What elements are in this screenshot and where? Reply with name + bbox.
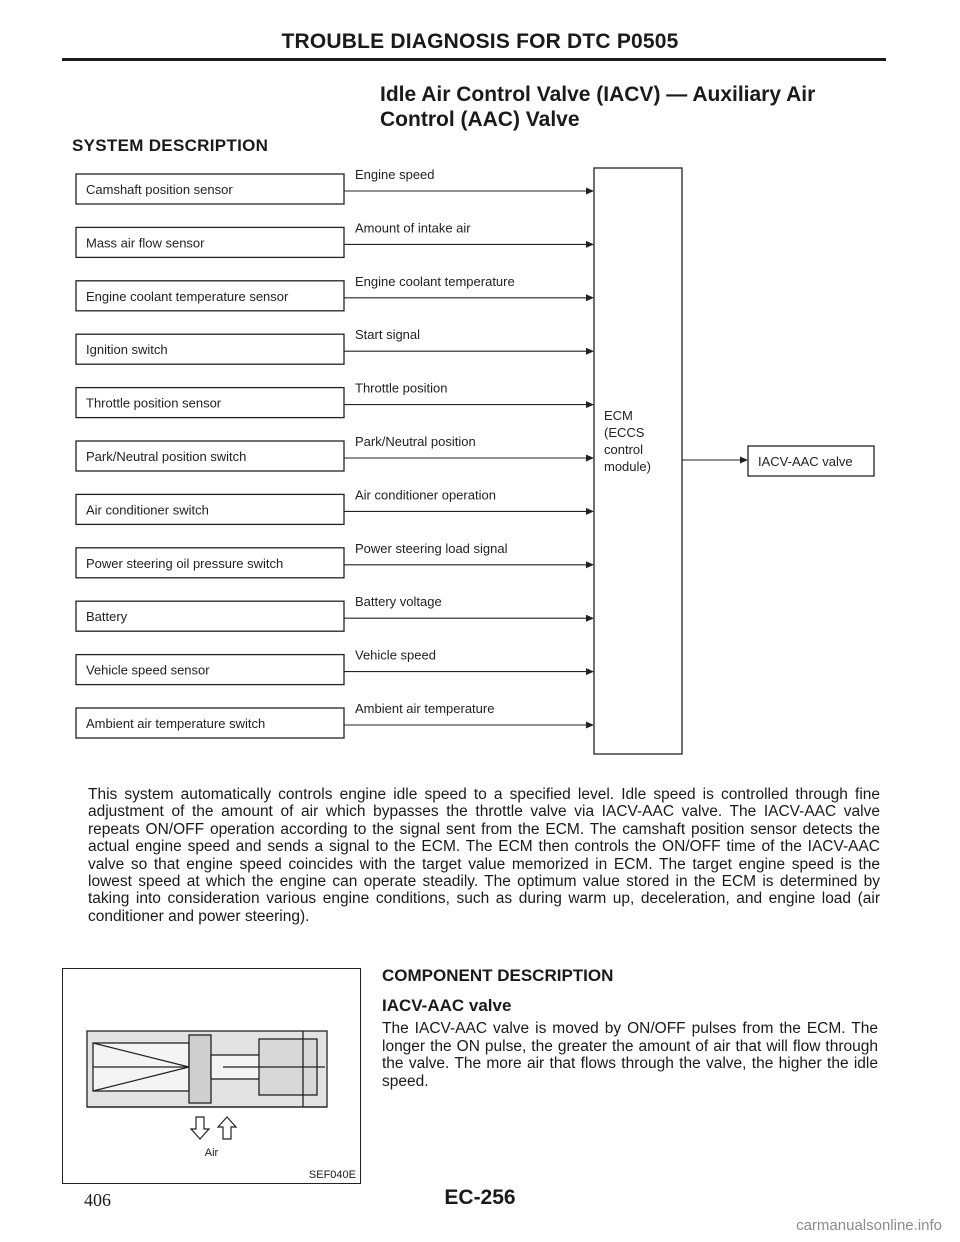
input-row-8 bbox=[76, 594, 594, 631]
ecm-label: ECM (ECCS control module) bbox=[604, 408, 651, 474]
input-row-3 bbox=[76, 327, 594, 364]
section-title bbox=[380, 82, 815, 132]
signal-label: Battery voltage bbox=[355, 594, 442, 610]
signal-arrowhead bbox=[586, 348, 594, 355]
sensor-label: Air conditioner switch bbox=[86, 502, 209, 518]
input-row-7 bbox=[76, 541, 594, 578]
sensor-label: Battery bbox=[86, 609, 128, 625]
signal-label: Ambient air temperature bbox=[355, 701, 495, 716]
signal-arrowhead bbox=[586, 241, 594, 248]
signal-arrowhead bbox=[586, 294, 594, 301]
output-label: IACV-AAC valve bbox=[758, 454, 853, 469]
header-rule bbox=[62, 58, 886, 61]
sensor-label: Camshaft position sensor bbox=[86, 182, 233, 197]
signal-label: Throttle position bbox=[355, 380, 448, 396]
input-row-10 bbox=[76, 701, 594, 738]
page-number: 406 bbox=[84, 1190, 111, 1210]
figure-air-label: Air bbox=[204, 1147, 219, 1159]
signal-arrowhead bbox=[586, 615, 594, 622]
system-description-heading: SYSTEM DESCRIPTION bbox=[72, 136, 269, 155]
watermark: carmanualsonline.info bbox=[796, 1217, 942, 1234]
signal-label: Engine speed bbox=[355, 167, 435, 182]
input-row-5 bbox=[76, 434, 594, 471]
input-row-6 bbox=[76, 487, 594, 524]
iacv-aac-valve-figure bbox=[62, 968, 361, 1184]
signal-arrowhead bbox=[586, 668, 594, 675]
signal-arrowhead bbox=[586, 455, 594, 462]
air-flow-arrows bbox=[191, 1117, 236, 1139]
component-subheading: IACV-AAC valve bbox=[382, 996, 512, 1015]
system-block-diagram bbox=[0, 160, 960, 760]
signal-arrowhead bbox=[586, 188, 594, 195]
input-row-9 bbox=[76, 648, 594, 685]
input-row-4 bbox=[76, 381, 594, 418]
section-title-line2: Control (AAC) Valve bbox=[380, 108, 580, 131]
input-row-1 bbox=[76, 220, 594, 257]
signal-label: Power steering load signal bbox=[355, 540, 508, 556]
signal-label: Amount of intake air bbox=[355, 220, 471, 236]
signal-arrowhead bbox=[586, 561, 594, 568]
input-row-0 bbox=[76, 167, 594, 204]
component-description-heading: COMPONENT DESCRIPTION bbox=[382, 966, 614, 985]
page-header-title: TROUBLE DIAGNOSIS FOR DTC P0505 bbox=[281, 30, 679, 53]
sensor-label: Power steering oil pressure switch bbox=[86, 555, 284, 571]
input-row-2 bbox=[76, 274, 594, 311]
signal-label: Engine coolant temperature bbox=[355, 273, 515, 289]
sensor-label: Engine coolant temperature sensor bbox=[86, 288, 289, 304]
sensor-label: Park/Neutral position switch bbox=[86, 449, 247, 464]
sensor-label: Throttle position sensor bbox=[86, 395, 222, 411]
signal-label: Start signal bbox=[355, 327, 421, 343]
figure-id: SEF040E bbox=[308, 1169, 356, 1181]
sensor-label: Ignition switch bbox=[86, 342, 168, 358]
sensor-label: Ambient air temperature switch bbox=[86, 716, 266, 731]
signal-arrowhead bbox=[586, 401, 594, 408]
sensor-label: Mass air flow sensor bbox=[86, 235, 205, 251]
sensor-label: Vehicle speed sensor bbox=[86, 662, 210, 678]
signal-arrowhead bbox=[586, 508, 594, 515]
page-code: EC-256 bbox=[444, 1186, 516, 1209]
signal-arrowhead bbox=[586, 722, 594, 729]
signal-label: Air conditioner operation bbox=[355, 487, 496, 503]
signal-label: Park/Neutral position bbox=[355, 434, 476, 449]
section-title-line1: Idle Air Control Valve (IACV) — Auxiliary Air bbox=[380, 83, 816, 106]
output-arrowhead bbox=[740, 457, 748, 464]
component-description-text: The IACV-AAC valve is moved by ON/OFF pulses from the ECM. The longer the ON pulse, the greater the amount of air that will flow through the valve. The more air that flows through the valve, the higher the idle speed. bbox=[382, 1020, 878, 1090]
signal-label: Vehicle speed bbox=[355, 647, 436, 663]
valve-plunger bbox=[189, 1035, 211, 1103]
system-description-paragraph: This system automatically controls engine idle speed to a specified level. Idle speed is controlled through fine adjustment of the amount of air which bypasses the throttle valve via IACV-AAC valve. The IACV-AAC valve repeats ON/OFF operation according to the signal sent from the ECM. The camshaft position sensor detects the actual engine speed and sends a signal to the ECM. The ECM then controls the ON/OFF time of the IACV-AAC valve so that engine speed coincides with the target value memorized in ECM. The target engine speed is the lowest speed at which the engine can operate steadily. The optimum value stored in the ECM is determined by taking into consideration various engine conditions, such as during warm up, deceleration, and engine load (air conditioner and power steering). bbox=[88, 786, 880, 925]
